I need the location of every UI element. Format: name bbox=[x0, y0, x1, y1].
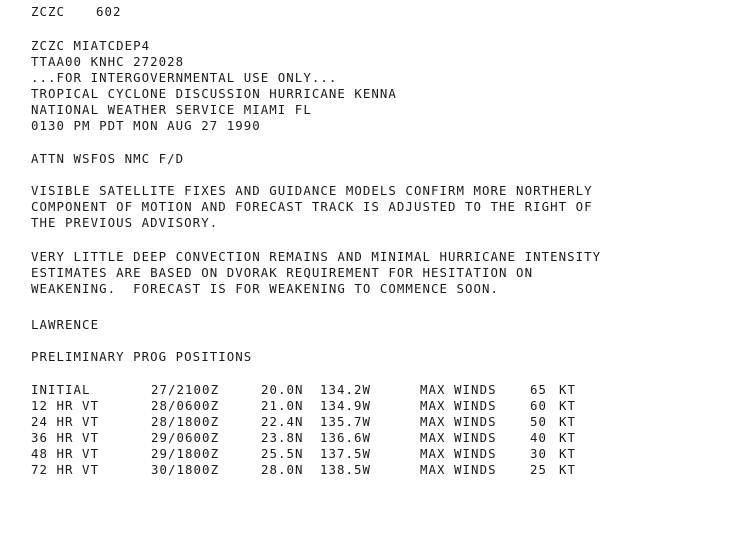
paragraph-line: VERY LITTLE DEEP CONVECTION REMAINS AND MINIMAL HURRICANE INTENSITY bbox=[31, 249, 602, 264]
bulletin-line: ...FOR INTERGOVERNMENTAL USE ONLY... bbox=[31, 70, 338, 85]
row-unit: KT bbox=[559, 382, 577, 397]
row-speed: 30 bbox=[530, 446, 548, 461]
bulletin-date: 0130 PM PDT MON AUG 27 1990 bbox=[31, 118, 261, 133]
row-speed: 65 bbox=[530, 382, 548, 397]
row-lon: 134.2W bbox=[320, 382, 372, 397]
row-winds-label: MAX WINDS bbox=[420, 398, 497, 413]
header-code: ZCZC bbox=[31, 4, 66, 19]
forecaster-name: LAWRENCE bbox=[31, 317, 100, 332]
header-number: 602 bbox=[96, 4, 122, 19]
bulletin-line: ZCZC MIATCDEP4 bbox=[31, 38, 151, 53]
row-speed: 25 bbox=[530, 462, 548, 477]
row-lon: 135.7W bbox=[320, 414, 372, 429]
row-label: 48 HR VT bbox=[31, 446, 100, 461]
row-speed: 50 bbox=[530, 414, 548, 429]
row-time: 28/1800Z bbox=[151, 414, 220, 429]
row-unit: KT bbox=[559, 462, 577, 477]
row-lat: 23.8N bbox=[261, 430, 304, 445]
row-unit: KT bbox=[559, 430, 577, 445]
row-winds-label: MAX WINDS bbox=[420, 446, 497, 461]
row-lon: 134.9W bbox=[320, 398, 372, 413]
paragraph-line: VISIBLE SATELLITE FIXES AND GUIDANCE MODELS CONFIRM MORE NORTHERLY bbox=[31, 183, 593, 198]
bulletin-line: TTAA00 KNHC 272028 bbox=[31, 54, 185, 69]
row-label: 12 HR VT bbox=[31, 398, 100, 413]
row-speed: 40 bbox=[530, 430, 548, 445]
paragraph-line: WEAKENING. FORECAST IS FOR WEAKENING TO COMMENCE SOON. bbox=[31, 281, 500, 296]
row-lat: 28.0N bbox=[261, 462, 304, 477]
row-time: 30/1800Z bbox=[151, 462, 220, 477]
row-label: 36 HR VT bbox=[31, 430, 100, 445]
paragraph-line: ESTIMATES ARE BASED ON DVORAK REQUIREMENT FOR HESITATION ON bbox=[31, 265, 534, 280]
row-lon: 138.5W bbox=[320, 462, 372, 477]
row-time: 28/0600Z bbox=[151, 398, 220, 413]
row-label: 24 HR VT bbox=[31, 414, 100, 429]
row-time: 29/0600Z bbox=[151, 430, 220, 445]
row-label: INITIAL bbox=[31, 382, 91, 397]
row-lat: 22.4N bbox=[261, 414, 304, 429]
attn-line: ATTN WSFOS NMC F/D bbox=[31, 151, 185, 166]
row-winds-label: MAX WINDS bbox=[420, 414, 497, 429]
row-winds-label: MAX WINDS bbox=[420, 382, 497, 397]
row-unit: KT bbox=[559, 446, 577, 461]
row-winds-label: MAX WINDS bbox=[420, 430, 497, 445]
row-time: 27/2100Z bbox=[151, 382, 220, 397]
row-lon: 136.6W bbox=[320, 430, 372, 445]
row-time: 29/1800Z bbox=[151, 446, 220, 461]
row-speed: 60 bbox=[530, 398, 548, 413]
row-label: 72 HR VT bbox=[31, 462, 100, 477]
bulletin-title: TROPICAL CYCLONE DISCUSSION HURRICANE KENNA bbox=[31, 86, 397, 101]
prog-positions-title: PRELIMINARY PROG POSITIONS bbox=[31, 349, 253, 364]
row-lat: 25.5N bbox=[261, 446, 304, 461]
bulletin-line: NATIONAL WEATHER SERVICE MIAMI FL bbox=[31, 102, 312, 117]
paragraph-line: THE PREVIOUS ADVISORY. bbox=[31, 215, 219, 230]
row-winds-label: MAX WINDS bbox=[420, 462, 497, 477]
row-lat: 21.0N bbox=[261, 398, 304, 413]
row-unit: KT bbox=[559, 414, 577, 429]
row-unit: KT bbox=[559, 398, 577, 413]
row-lon: 137.5W bbox=[320, 446, 372, 461]
row-lat: 20.0N bbox=[261, 382, 304, 397]
paragraph-line: COMPONENT OF MOTION AND FORECAST TRACK IS ADJUSTED TO THE RIGHT OF bbox=[31, 199, 593, 214]
